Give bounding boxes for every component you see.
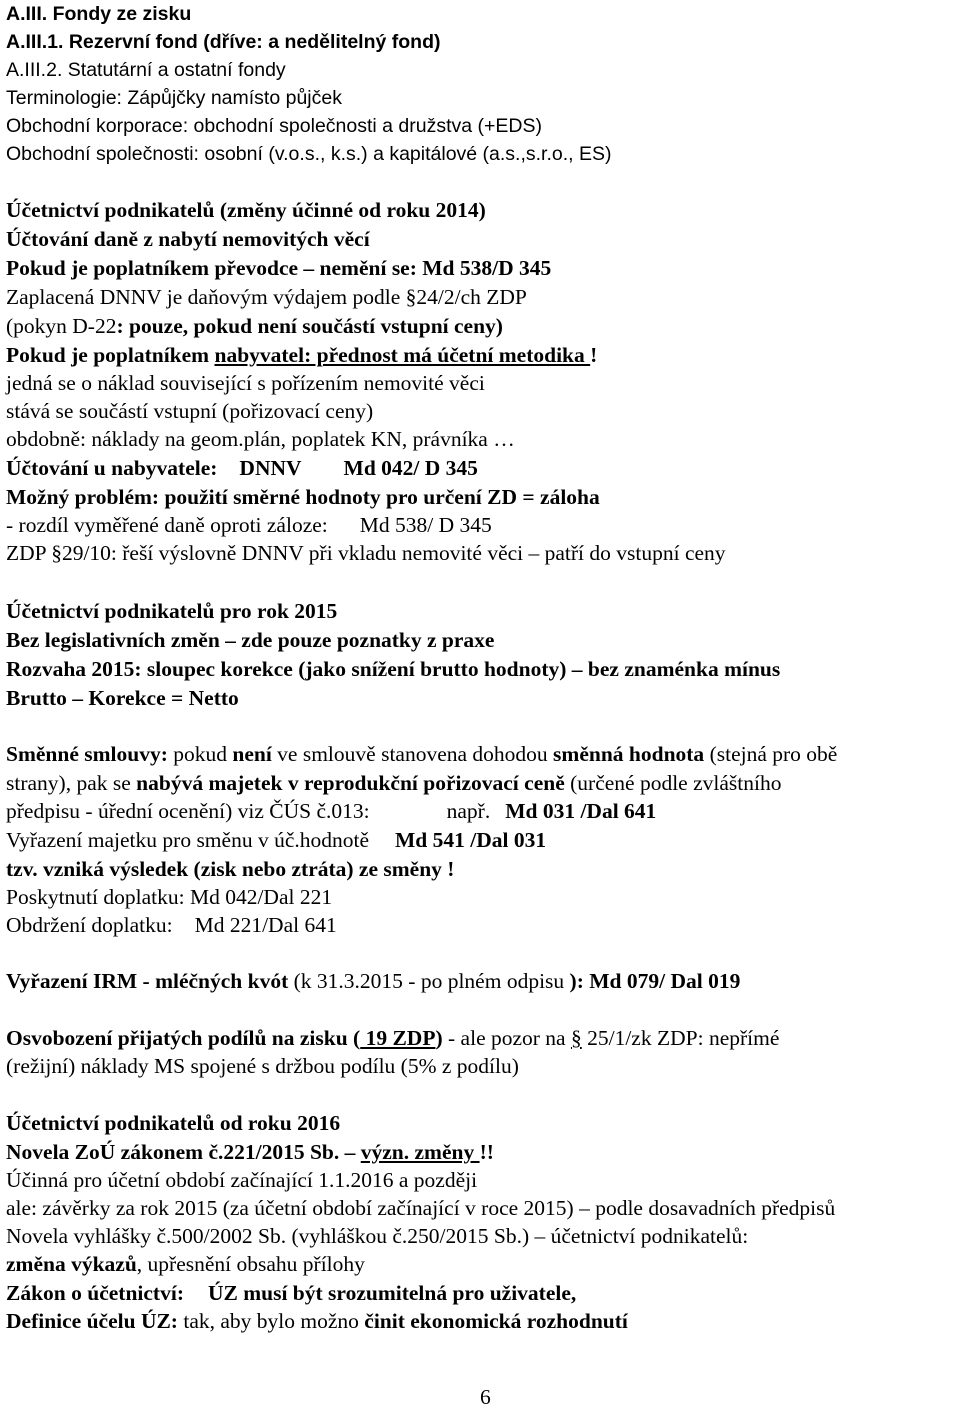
purpose-text: tak, aby bylo možno (177, 1309, 365, 1333)
regulation-entry: Md 031 /Dal 641 (505, 799, 657, 823)
exchange-value: směnná hodnota (553, 742, 705, 766)
exemption-line (6, 1024, 779, 1052)
exemption-section-mark: § (570, 1026, 582, 1050)
exemption-text-2: 25/1/zk ZDP: nepřímé (581, 1026, 780, 1050)
parties-text-1: strany), pak se (6, 771, 137, 795)
exchange-text-3: (stejná pro obě (704, 742, 838, 766)
difference-label: - rozdíl vyměřené daně oproti záloze: (6, 513, 328, 537)
exchange-text-2: ve smlouvě stanovena dohodou (271, 742, 554, 766)
irm-label: Vyřazení IRM - mléčných kvót (6, 969, 289, 993)
surcharge-received-entry: Md 221/Dal 641 (194, 913, 337, 937)
buyer-booking-label: Účtování u nabyvatele: (6, 456, 218, 480)
effective-line: Účinná pro účetní období začínající 1.1.2016 a později (6, 1168, 478, 1192)
exchange-result-line: tzv. vzniká výsledek (zisk nebo ztráta) ze směny ! (6, 857, 455, 881)
exemption-label: Osvobození přijatých podílů na zisku ( (6, 1026, 361, 1050)
section-2015-heading: Účetnictví podnikatelů pro rok 2015 (6, 599, 338, 623)
zdp-line: ZDP §29/10: řeší výslovně DNNV při vkladu nemovité věci – patří do vstupní ceny (6, 541, 726, 565)
exemption-paragraph: 19 ZDP (360, 1026, 436, 1050)
purpose-line (6, 1307, 628, 1335)
exchange-not: není (232, 742, 272, 766)
difference-entry: Md 538/ D 345 (359, 513, 492, 537)
purpose-label: Definice účelu ÚZ: (6, 1309, 178, 1333)
similar-costs-line: obdobně: náklady na geom.plán, poplatek KN, právníka … (6, 427, 515, 451)
surcharge-given-line: Poskytnutí doplatku: Md 042/Dal 221 (6, 885, 333, 909)
disposal-text: Vyřazení majetku pro směnu v úč.hodnotě (6, 828, 370, 852)
buyer-booking-dnnv: DNNV (239, 456, 302, 480)
possible-problem-line: Možný problém: použití směrné hodnoty pro určení ZD = záloha (6, 485, 600, 509)
overhead-line: (režijní) náklady MS spojené s držbou podílu (5% z podílu) (6, 1054, 519, 1078)
statutory-funds-line: A.III.2. Statutární a ostatní fondy (6, 59, 286, 81)
amendment-changes: význ. změny (360, 1140, 480, 1164)
exchange-contracts-line (6, 740, 837, 768)
accounting-act-text: ÚZ musí být srozumitelná pro uživatele, (207, 1281, 577, 1305)
parties-line (6, 769, 781, 797)
buyer-suffix: ! (590, 343, 598, 367)
buyer-booking-entry: Md 042/ D 345 (343, 456, 478, 480)
exemption-close: ) (435, 1026, 443, 1050)
amendment-prefix: Novela ZoÚ zákonem č.221/2015 Sb. – (6, 1140, 361, 1164)
decree-line: Novela vyhlášky č.500/2002 Sb. (vyhláškou č.250/2015 Sb.) – účetnictví podnikatelů: (6, 1224, 749, 1248)
seller-payer-line: Pokud je poplatníkem převodce – nemění se: Md 538/D 345 (6, 256, 552, 280)
no-changes-line: Bez legislativních změn – zde pouze poznatky z praxe (6, 628, 495, 652)
exemption-text: - ale pozor na (442, 1026, 571, 1050)
pokyn-line (6, 312, 503, 340)
closing-line: ale: závěrky za rok 2015 (za účetní období začínající v roce 2015) – podle dosavadních předpisů (6, 1196, 836, 1220)
disposal-line (6, 826, 546, 854)
regulation-line (6, 797, 656, 825)
statements-line (6, 1250, 365, 1278)
regulation-eg: např. (446, 799, 491, 823)
statements-change: změna výkazů (6, 1252, 137, 1276)
cost-line: jedná se o náklad související s pořízením nemovité věci (6, 371, 485, 395)
exchange-label: Směnné smlouvy: (6, 742, 168, 766)
companies-line: Obchodní společnosti: osobní (v.o.s., k.s.) a kapitálové (a.s.,s.r.o., ES) (6, 143, 612, 165)
statements-text: , upřesnění obsahu přílohy (136, 1252, 365, 1276)
buyer-payer-line (6, 341, 597, 369)
accounting-act-line (6, 1279, 576, 1307)
amendment-line (6, 1138, 494, 1166)
section-2016-heading: Účetnictví podnikatelů od roku 2016 (6, 1111, 341, 1135)
difference-line (6, 511, 492, 539)
irm-line (6, 967, 740, 995)
accounting-act-label: Zákon o účetnictví: (6, 1281, 184, 1305)
purpose-decisions: činit ekonomická rozhodnutí (364, 1309, 628, 1333)
part-of-price-line: stává se součástí vstupní (pořizovací ceny) (6, 399, 374, 423)
section-title: A.III. Fondy ze zisku (6, 3, 192, 25)
surcharge-received-line (6, 911, 337, 939)
pokyn-condition: : pouze, pokud není součástí vstupní ceny) (116, 314, 503, 338)
disposal-entry: Md 541 /Dal 031 (395, 828, 547, 852)
regulation-text: předpisu - úřední ocenění) viz ČÚS č.013: (6, 799, 370, 823)
surcharge-received-label: Obdržení doplatku: (6, 913, 173, 937)
corporations-line: Obchodní korporace: obchodní společnosti a družstva (+EDS) (6, 115, 543, 137)
exchange-text-1: pokud (167, 742, 233, 766)
reproduction-cost: nabývá majetek v reprodukční pořizovací ceně (136, 771, 565, 795)
section-2014-heading: Účetnictví podnikatelů (změny účinné od roku 2014) (6, 198, 486, 222)
page-number: 6 (480, 1385, 491, 1409)
parties-text-2: (určené podle zvláštního (564, 771, 782, 795)
balance-sheet-line: Rozvaha 2015: sloupec korekce (jako snížení brutto hodnoty) – bez znaménka mínus (6, 657, 781, 681)
pokyn-prefix: (pokyn D-22 (6, 314, 117, 338)
amendment-suffix: !! (479, 1140, 494, 1164)
property-tax-heading: Účtování daně z nabytí nemovitých věcí (6, 227, 370, 251)
netto-formula-line: Brutto – Korekce = Netto (6, 686, 239, 710)
irm-entry: ): Md 079/ Dal 019 (569, 969, 741, 993)
terminology-line: Terminologie: Zápůjčky namísto půjček (6, 87, 342, 109)
buyer-booking-line (6, 454, 478, 482)
reserve-fund-heading: A.III.1. Rezervní fond (dříve: a nedělitelný fond) (6, 31, 441, 53)
buyer-prefix: Pokud je poplatníkem (6, 343, 215, 367)
tax-expense-line: Zaplacená DNNV je daňovým výdajem podle §24/2/ch ZDP (6, 285, 527, 309)
irm-text: (k 31.3.2015 - po plném odpisu (288, 969, 570, 993)
buyer-method: nabyvatel: přednost má účetní metodika (214, 343, 591, 367)
